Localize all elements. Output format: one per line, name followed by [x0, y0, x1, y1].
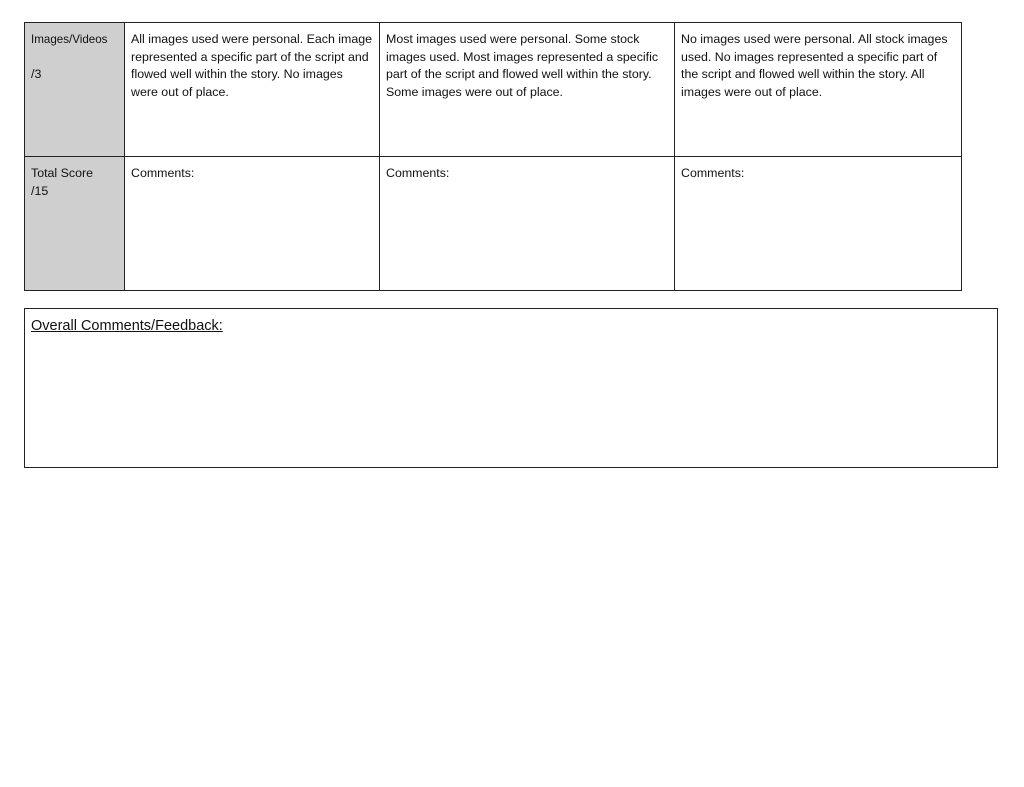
- table-row: [25, 23, 962, 157]
- criteria-title: Total Score: [31, 166, 93, 180]
- criteria-cell-images-videos: [25, 23, 125, 157]
- rubric-cell-level-2: Most images used were personal. Some stock images used. Most images represented a specific part of the script and flowed well within the story. Some images were out of place.: [380, 23, 675, 157]
- comments-cell-1[interactable]: Comments:: [125, 157, 380, 291]
- table-row: [25, 157, 962, 291]
- rubric-cell-level-1: All images used were personal. Each image represented a specific part of the script and flowed well within the story. No images were out of place.: [125, 23, 380, 157]
- rubric-cell-level-3: No images used were personal. All stock images used. No images represented a specific part of the script and flowed well within the story. All images were out of place.: [675, 23, 962, 157]
- comments-cell-2[interactable]: Comments:: [380, 157, 675, 291]
- overall-feedback-box[interactable]: [24, 308, 998, 468]
- rubric-table: [24, 22, 962, 291]
- criteria-cell-total-score: [25, 157, 125, 291]
- feedback-title: Overall Comments/Feedback:: [31, 318, 223, 334]
- criteria-score: /15: [31, 183, 49, 198]
- criteria-title: Images/Videos: [31, 33, 108, 46]
- comments-cell-3[interactable]: Comments:: [675, 157, 962, 291]
- criteria-score: /3: [31, 66, 42, 81]
